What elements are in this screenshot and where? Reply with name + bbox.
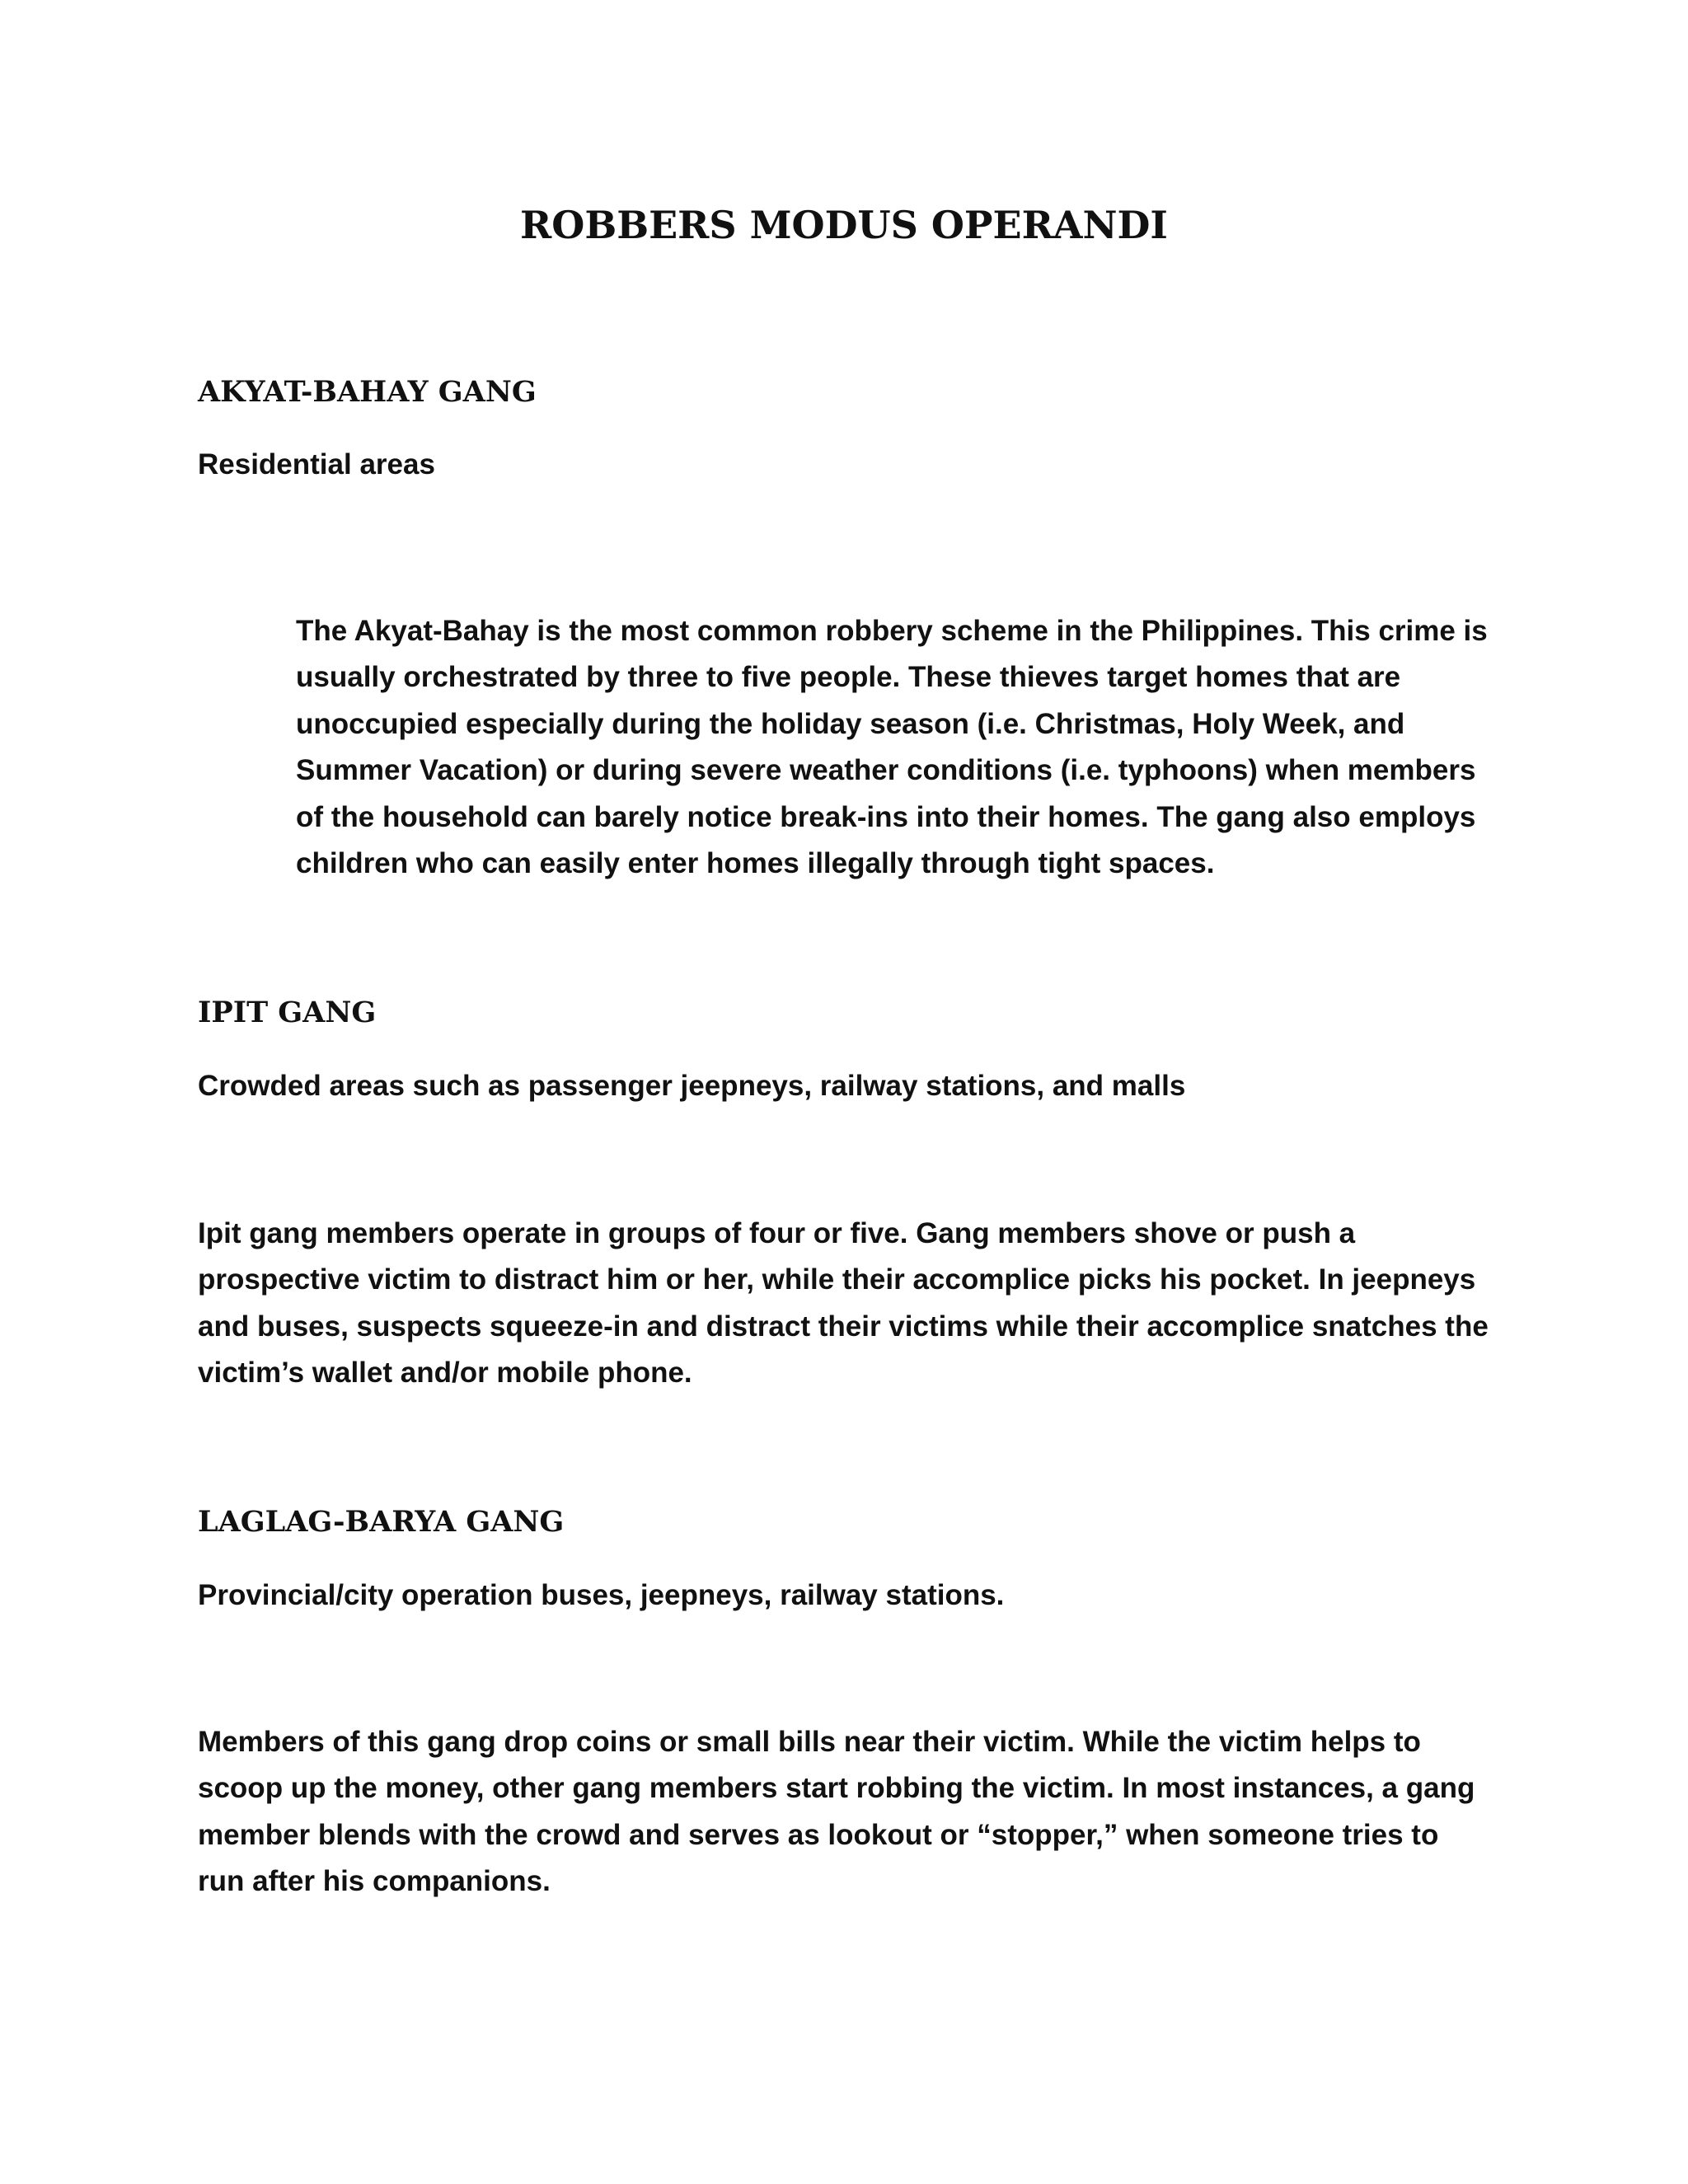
paragraph-line: Members of this gang drop coins or small bills near their victim. While the victim helps to	[198, 1726, 1421, 1758]
section-heading-laglag-barya: LAGLAG-BARYA GANG	[198, 1505, 565, 1539]
paragraph-line: and buses, suspects squeeze-in and distract their victims while their accomplice snatches the	[198, 1310, 1489, 1343]
section-description-laglag-barya	[198, 1719, 1475, 1905]
paragraph-line: of the household can barely notice break-ins into their homes. The gang also employs	[296, 800, 1476, 833]
paragraph-line: unoccupied especially during the holiday season (i.e. Christmas, Holy Week, and	[296, 707, 1405, 740]
section-description-ipit	[198, 1211, 1489, 1397]
section-heading-ipit: IPIT GANG	[198, 996, 377, 1029]
paragraph-line: member blends with the crowd and serves as lookout or “stopper,” when someone tries to	[198, 1818, 1439, 1851]
paragraph-line: prospective victim to distract him or her, while their accomplice picks his pocket. In jeepneys	[198, 1263, 1476, 1296]
paragraph-line: victim’s wallet and/or mobile phone.	[198, 1357, 692, 1390]
document-title: ROBBERS MODUS OPERANDI	[520, 203, 1168, 247]
section-location-laglag-barya: Provincial/city operation buses, jeepneys, railway stations.	[198, 1579, 1005, 1611]
paragraph-line: The Akyat-Bahay is the most common robbery scheme in the Philippines. This crime is	[296, 615, 1488, 647]
section-location-ipit: Crowded areas such as passenger jeepneys, railway stations, and malls	[198, 1070, 1186, 1102]
section-description-akyat-bahay	[296, 608, 1488, 887]
section-heading-akyat-bahay: AKYAT-BAHAY GANG	[198, 375, 537, 409]
paragraph-line: run after his companions.	[198, 1865, 551, 1898]
section-location-akyat-bahay: Residential areas	[198, 448, 435, 480]
paragraph-line: children who can easily enter homes illegally through tight spaces.	[296, 847, 1215, 880]
paragraph-line: scoop up the money, other gang members start robbing the victim. In most instances, a gang	[198, 1772, 1475, 1805]
paragraph-line: usually orchestrated by three to five people. These thieves target homes that are	[296, 661, 1401, 694]
paragraph-line: Summer Vacation) or during severe weather conditions (i.e. typhoons) when members	[296, 754, 1476, 787]
paragraph-line: Ipit gang members operate in groups of four or five. Gang members shove or push a	[198, 1217, 1356, 1249]
